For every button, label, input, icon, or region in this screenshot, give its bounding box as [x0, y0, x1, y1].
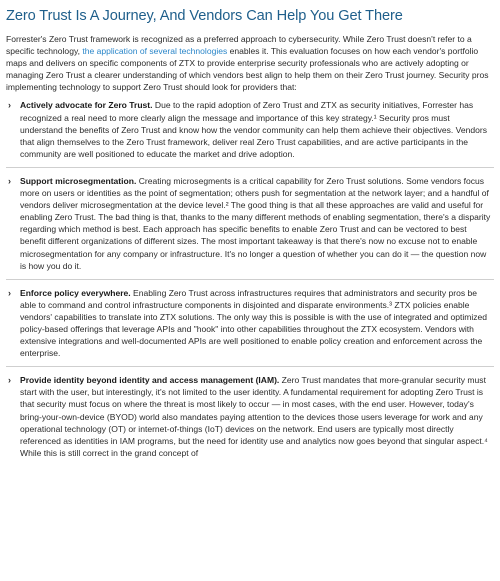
bullet-body: Due to the rapid adoption of Zero Trust and ZTX as security initiatives, Forrester has recognized a real need to more clearly align the message and importance of this key strategy.¹ Security pros must understand the benefits of Zero Trust and know how the vendor community can help them achieve their objectives. Vendors that align themselves to the Zero Trust framework, deliver real Zero Trust capabilities, and are active participants in the community are well positioned to educate the market and drive adoption.	[20, 100, 488, 159]
bullet-body: Enabling Zero Trust across infrastructures requires that administrators and security pros be able to command and control infrastructure components in disjointed and disparate environments.³ ZTX policies enable vendors' capabilities to translate into ZTX solutions. The only way this is possible is with the use of integrated and optimized policy-based offerings that leverage APIs and "hook" into other capabilities throughout the ZTX ecosystem. Vendors with extensive integrations and well-documented APIs are well positioned to enable policy creation and enforcement across the enterprise.	[20, 287, 488, 359]
bullet-body: Zero Trust mandates that more-granular security must start with the user, but interestingly, it's not limited to the user identity. A fundamental requirement for adopting Zero Trust is that security must focus on where the threat is most likely to occur — in most cases, with the end user. However, today's bring-your-own-device (BYOD) world also mandates paying attention to the devices those users leverage for work and any operational technology (OT) or internet-of-things (IoT) devices on the network. End users are typically most directly referenced as identities in IAM programs, but the need for identity use and analytics now goes beyond that singular aspect.⁴ While this is still correct in the grand concept of	[20, 375, 488, 458]
list-item	[6, 374, 494, 466]
list-item	[6, 99, 494, 167]
chevron-right-icon: ›	[8, 175, 11, 186]
chevron-right-icon: ›	[8, 100, 11, 111]
intro-text-before: Forrester's Zero Trust framework is recognized as a preferred approach to cybersecurity. While Zero Trust doesn't refer to a specific technology,	[6, 34, 472, 57]
technologies-link[interactable]: the application of several technologies	[82, 46, 228, 57]
provider-criteria-list	[6, 99, 494, 465]
bullet-heading: Actively advocate for Zero Trust.	[20, 100, 153, 111]
section-title: Zero Trust Is A Journey, And Vendors Can Help You Get There	[6, 8, 403, 24]
bullet-heading: Provide identity beyond identity and access management (IAM).	[20, 375, 280, 386]
chevron-right-icon: ›	[8, 287, 11, 298]
bullet-heading: Enforce policy everywhere.	[20, 287, 131, 298]
chevron-right-icon: ›	[8, 375, 11, 386]
intro-text-after: enables it. This evaluation focuses on how each vendor's portfolio maps and delivers on specific components of ZTX to provide enterprise security professionals who are actively adopting or managing Zero Trust a clearer understanding of which vendors best align to help them on their Zero Trust journey. Security pros implementing technology to support Zero Trust should look for providers that:	[6, 46, 489, 93]
document-page	[6, 8, 494, 466]
intro-paragraph	[6, 33, 494, 93]
list-item	[6, 287, 494, 368]
list-item	[6, 175, 494, 280]
bullet-heading: Support microsegmentation.	[20, 175, 137, 186]
bullet-body: Creating microsegments is a critical capability for Zero Trust solutions. Some vendors focus more on users or identities as the point of segmentation; others push for segmentation at the network layer; and a handful of vendors deliver microsegmentation at the device level.² The good thing is that all these approaches are valid and useful for enabling Zero Trust. The bad thing is that, thanks to the many different methods of enabling segmentation, there's a disparity regarding which method is best. Each approach has specific benefits to enable Zero Trust and can be vectored to best benefit different organizations of different sizes. The most important takeaway is that there's now no excuse not to enable microsegmentation for any company or infrastructure. It's no longer a question of whether you can do it — the question now is how you do it.	[20, 175, 491, 271]
